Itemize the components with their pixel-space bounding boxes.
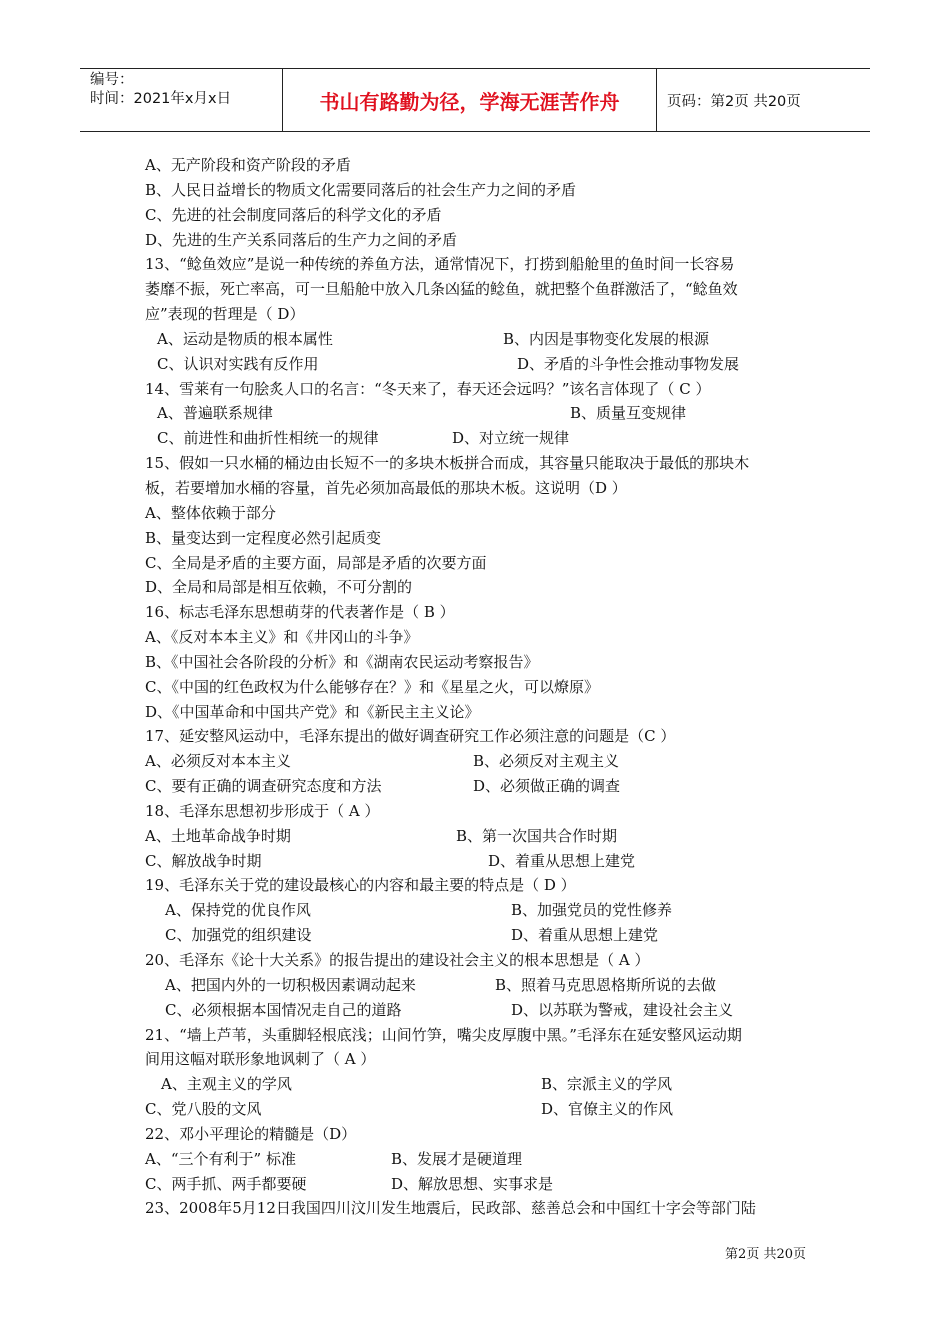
text-line — [145, 799, 845, 824]
text-line — [145, 998, 845, 1023]
text-segment: B、第一次国共合作时期 — [456, 826, 618, 845]
text-segment: D、着重从思想上建党 — [511, 926, 659, 945]
text-segment: C、认识对实践有反作用 — [157, 354, 319, 373]
text-line — [145, 1122, 845, 1147]
text-line — [145, 724, 845, 749]
text-segment: B、质量互变规律 — [570, 404, 687, 423]
text-line — [145, 327, 845, 352]
text-segment: D、解放思想、实事求是 — [391, 1174, 554, 1193]
text-line — [145, 849, 845, 874]
header-meta-cell — [80, 69, 283, 131]
text-segment: D、对立统一规律 — [452, 429, 570, 448]
text-segment: B、发展才是硬道理 — [391, 1149, 523, 1168]
text-segment: A、土地革命战争时期 — [145, 826, 291, 845]
text-line — [145, 1196, 845, 1221]
text-segment: B、内因是事物变化发展的根源 — [503, 329, 710, 348]
text-segment: A、普遍联系规律 — [157, 404, 273, 423]
text-line — [145, 551, 845, 576]
text-line — [145, 1072, 845, 1097]
text-segment: D、《中国革命和中国共产党》和《新民主主义论》 — [145, 702, 480, 721]
text-segment: 23、2008年5月12日我国四川汶川发生地震后，民政部、慈善总会和中国红十字会等部门陆 — [145, 1199, 756, 1218]
text-line — [145, 1147, 845, 1172]
text-line — [145, 203, 845, 228]
text-line — [145, 526, 845, 551]
text-line — [145, 1172, 845, 1197]
text-segment: 萎靡不振，死亡率高，可一旦船舱中放入几条凶猛的鲶鱼，就把整个鱼群激活了，“鲶鱼效 — [145, 280, 738, 299]
text-line — [145, 352, 845, 377]
text-line — [145, 973, 845, 998]
text-segment: 间用这幅对联形象地讽刺了（ A ） — [145, 1050, 376, 1069]
text-line — [145, 401, 845, 426]
text-segment: 20、毛泽东《论十大关系》的报告提出的建设社会主义的根本思想是（ A ） — [145, 951, 650, 969]
text-segment: B、量变达到一定程度必然引起质变 — [145, 528, 382, 547]
text-line — [145, 923, 845, 948]
text-segment: D、官僚主义的作风 — [541, 1100, 674, 1119]
text-segment: A、必须反对本本主义 — [145, 752, 291, 771]
text-line — [145, 774, 845, 799]
text-line — [145, 898, 845, 923]
text-segment: 17、延安整风运动中，毛泽东提出的做好调查研究工作必须注意的问题是（C ） — [145, 727, 676, 746]
text-segment: C、加强党的组织建设 — [165, 926, 312, 945]
text-line — [145, 575, 845, 600]
text-segment: A、把国内外的一切积极因素调动起来 — [165, 975, 416, 994]
text-segment: 应”表现的哲理是（ D） — [145, 305, 305, 324]
text-segment: C、解放战争时期 — [145, 851, 262, 870]
text-segment: 22、邓小平理论的精髓是（D） — [145, 1124, 357, 1143]
text-segment: C、党八股的文风 — [145, 1100, 262, 1119]
text-segment: A、“三个有利于” 标准 — [145, 1149, 296, 1168]
text-segment: A、保持党的优良作风 — [165, 901, 311, 920]
text-line — [145, 749, 845, 774]
text-segment: A、《反对本本主义》和《井冈山的斗争》 — [145, 628, 419, 647]
text-segment: B、宗派主义的学风 — [541, 1075, 673, 1094]
text-segment: D、矛盾的斗争性会推动事物发展 — [517, 354, 740, 373]
header-page-number: 页码：第2页 共20页 — [667, 93, 801, 110]
header-motto: 书山有路勤为径，学海无涯苦作舟 — [283, 69, 657, 131]
text-segment: 18、毛泽东思想初步形成于（ A ） — [145, 801, 380, 820]
text-segment: B、照着马克思恩格斯所说的去做 — [495, 975, 717, 994]
text-segment: C、两手抓、两手都要硬 — [145, 1174, 307, 1193]
text-segment: D、着重从思想上建党 — [488, 851, 636, 870]
text-segment: D、必须做正确的调查 — [473, 777, 621, 796]
text-segment: B、必须反对主观主义 — [473, 752, 620, 771]
text-line — [145, 700, 845, 725]
text-segment: C、先进的社会制度同落后的科学文化的矛盾 — [145, 205, 442, 224]
text-segment: D、全局和局部是相互依赖，不可分割的 — [145, 578, 413, 597]
text-segment: C、必须根据本国情况走自己的道路 — [165, 1000, 402, 1019]
text-line — [145, 302, 845, 327]
text-segment: 19、毛泽东关于党的建设最核心的内容和最主要的特点是（ D ） — [145, 876, 576, 895]
text-line — [145, 153, 845, 178]
text-segment: 板，若要增加水桶的容量，首先必须加高最低的那块木板。这说明（D ） — [145, 478, 627, 497]
text-line — [145, 600, 845, 625]
text-line — [145, 426, 845, 451]
text-segment: 21、“墙上芦苇，头重脚轻根底浅；山间竹笋，嘴尖皮厚腹中黑。”毛泽东在延安整风运动期 — [145, 1025, 742, 1044]
text-line — [145, 501, 845, 526]
text-segment: A、无产阶段和资产阶段的矛盾 — [145, 156, 351, 174]
text-segment: B、人民日益增长的物质文化需要同落后的社会生产力之间的矛盾 — [145, 180, 577, 199]
text-line — [145, 228, 845, 253]
text-segment: 16、标志毛泽东思想萌芽的代表著作是（ B ） — [145, 603, 455, 622]
text-segment: B、加强党员的党性修养 — [511, 901, 673, 920]
text-line — [145, 625, 845, 650]
page-header — [80, 68, 870, 132]
text-line — [145, 451, 845, 476]
text-segment: C、《中国的红色政权为什么能够存在？》和《星星之火，可以燎原》 — [145, 677, 599, 696]
text-segment: C、全局是矛盾的主要方面，局部是矛盾的次要方面 — [145, 553, 487, 572]
text-segment: C、前进性和曲折性相统一的规律 — [157, 429, 379, 448]
text-line — [145, 252, 845, 277]
text-line — [145, 277, 845, 302]
text-segment: 13、“鲶鱼效应”是说一种传统的养鱼方法，通常情况下，打捞到船舱里的鱼时间一长容易 — [145, 255, 735, 274]
text-line — [145, 873, 845, 898]
text-segment: A、整体依赖于部分 — [145, 503, 276, 522]
text-segment: B、《中国社会各阶段的分析》和《湖南农民运动考察报告》 — [145, 652, 539, 671]
document-number-label: 编号： — [90, 72, 134, 88]
text-line — [145, 1023, 845, 1048]
text-segment: 14、雪莱有一句脍炙人口的名言：“冬天来了，春天还会远吗？”该名言体现了（ C ） — [145, 379, 711, 398]
document-body — [145, 153, 845, 1221]
text-segment: D、先进的生产关系同落后的生产力之间的矛盾 — [145, 230, 458, 249]
text-line — [145, 476, 845, 501]
text-segment: A、运动是物质的根本属性 — [157, 329, 333, 348]
text-line — [145, 948, 845, 973]
text-line — [145, 650, 845, 675]
document-date-label: 时间：2021年x月x日 — [90, 91, 232, 107]
text-line — [145, 1097, 845, 1122]
text-line — [145, 377, 845, 402]
text-segment: C、要有正确的调查研究态度和方法 — [145, 777, 382, 796]
page-footer: 第2页 共20页 — [725, 1247, 806, 1262]
text-segment: 15、假如一只水桶的桶边由长短不一的多块木板拼合而成，其容量只能取决于最低的那块木 — [145, 454, 750, 473]
text-segment: D、以苏联为警戒，建设社会主义 — [511, 1000, 734, 1019]
text-line — [145, 1047, 845, 1072]
text-segment: A、主观主义的学风 — [161, 1075, 292, 1094]
text-line — [145, 675, 845, 700]
text-line — [145, 178, 845, 203]
text-line — [145, 824, 845, 849]
